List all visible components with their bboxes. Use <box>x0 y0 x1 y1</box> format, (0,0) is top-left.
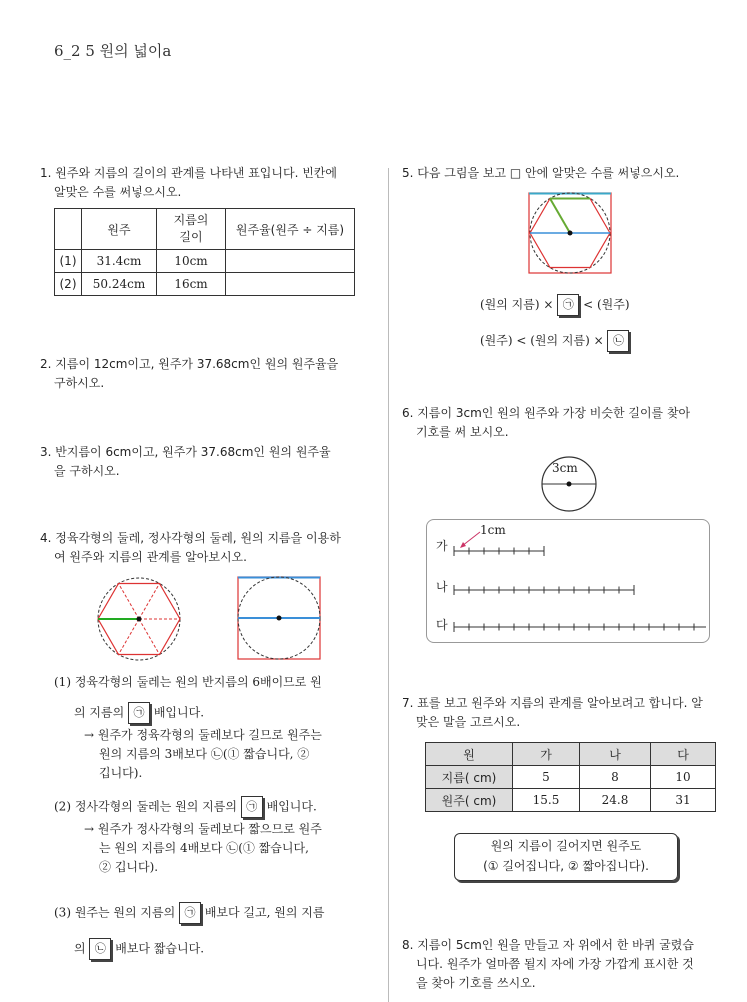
answer-box-a[interactable]: ㉠ <box>179 902 201 924</box>
table-header-row: 원 가 나 다 <box>426 743 716 766</box>
unit-pointer-arrow <box>462 532 480 546</box>
table-row: 지름( cm) 5 8 10 <box>426 766 716 789</box>
table-row: (2) 50.24cm 16cm <box>55 273 355 296</box>
question-6: 6. 지름이 3cm인 원의 원주와 가장 비슷한 길이를 찾아 기호를 써 보시오. <box>402 406 691 439</box>
answer-cell[interactable] <box>226 250 355 273</box>
answer-box-a[interactable]: ㉠ <box>557 294 579 316</box>
q5-expression-1: (원의 지름) × ㉠ < (원주) <box>480 294 630 316</box>
q4-part-3: (3) 원주는 원의 지름의 ㉠ 배보다 길고, 원의 지름 의 ㉡ 배보다 짧습니다. <box>54 902 384 960</box>
square-around-circle-figure <box>237 576 321 660</box>
q1-text-line2: 알맞은 수를 써넣으시오. <box>54 185 182 199</box>
ruler-label-ga: 가 <box>436 539 448 553</box>
answer-box-a[interactable]: ㉠ <box>128 702 150 724</box>
answer-box-a[interactable]: ㉠ <box>241 796 263 818</box>
hexagon-square-circle-figure <box>528 192 612 274</box>
question-7: 7. 표를 보고 원주와 지름의 관계를 알아보려고 합니다. 알 맞은 말을 고르시오. <box>402 696 703 729</box>
question-1 <box>40 164 380 202</box>
circle-diameter-label: 3cm <box>552 461 578 475</box>
ruler-label-na: 나 <box>436 580 448 594</box>
q1-text-line1: 1. 원주와 지름의 길이의 관계를 나타낸 표입니다. 빈칸에 <box>40 166 337 180</box>
column-divider <box>388 168 389 1002</box>
header-ratio: 원주율(원주 ÷ 지름) <box>226 209 355 250</box>
answer-box-b[interactable]: ㉡ <box>607 330 629 352</box>
q1-table <box>54 208 355 296</box>
header-circumference: 원주 <box>82 209 157 250</box>
question-5: 5. 다음 그림을 보고 □ 안에 알맞은 수를 써넣으시오. <box>402 166 680 180</box>
ruler-label-da: 다 <box>436 618 448 632</box>
answer-box-b[interactable]: ㉡ <box>89 938 111 960</box>
q4-part-1: (1) 정육각형의 둘레는 원의 반지름의 6배이므로 원 의 지름의 ㉠ 배입니다. → 원주가 정육각형의 둘레보다 길므로 원주는 원의 지름의 3배보다 ㉡(① 짧습니다, ② 깁니다). <box>54 675 322 780</box>
unit-label: 1cm <box>480 523 506 537</box>
q4-part-2: (2) 정사각형의 둘레는 원의 지름의 ㉠ 배입니다. → 원주가 정사각형의 둘레보다 짧으므로 원주 는 원의 지름의 4배보다 ㉡(① 짧습니다, ② 깁니다). <box>54 796 384 877</box>
table-row: 원주( cm) 15.5 24.8 31 <box>426 789 716 812</box>
question-3: 3. 반지름이 6cm이고, 원주가 37.68cm인 원의 원주율 을 구하시오. <box>40 445 331 478</box>
header-diameter: 지름의 길이 <box>157 209 226 250</box>
rulers-figure <box>436 526 706 636</box>
q7-answer-box[interactable]: 원의 지름이 길어지면 원주도 (① 길어집니다, ② 짧아집니다). <box>454 833 678 881</box>
question-4: 4. 정육각형의 둘레, 정사각형의 둘레, 원의 지름을 이용하 여 원주와 지름의 관계를 알아보시오. <box>40 531 341 564</box>
arrow-head-icon <box>460 542 466 548</box>
question-8: 8. 지름이 5cm인 원을 만들고 자 위에서 한 바퀴 굴렸습 니다. 원주가 얼마쯤 될지 자에 가장 가깝게 표시한 것 을 찾아 기호를 쓰시오. <box>402 938 694 990</box>
answer-cell[interactable] <box>226 273 355 296</box>
hexagon-in-circle-figure <box>96 576 182 662</box>
q5-expression-2: (원주) < (원의 지름) × ㉡ <box>480 330 629 352</box>
q7-table <box>425 742 716 812</box>
question-2: 2. 지름이 12cm이고, 원주가 37.68cm인 원의 원주율을 구하시오. <box>40 357 339 390</box>
table-header-row <box>55 209 355 250</box>
table-row: (1) 31.4cm 10cm <box>55 250 355 273</box>
page-title: 6_2 5 원의 넓이a <box>54 42 172 60</box>
